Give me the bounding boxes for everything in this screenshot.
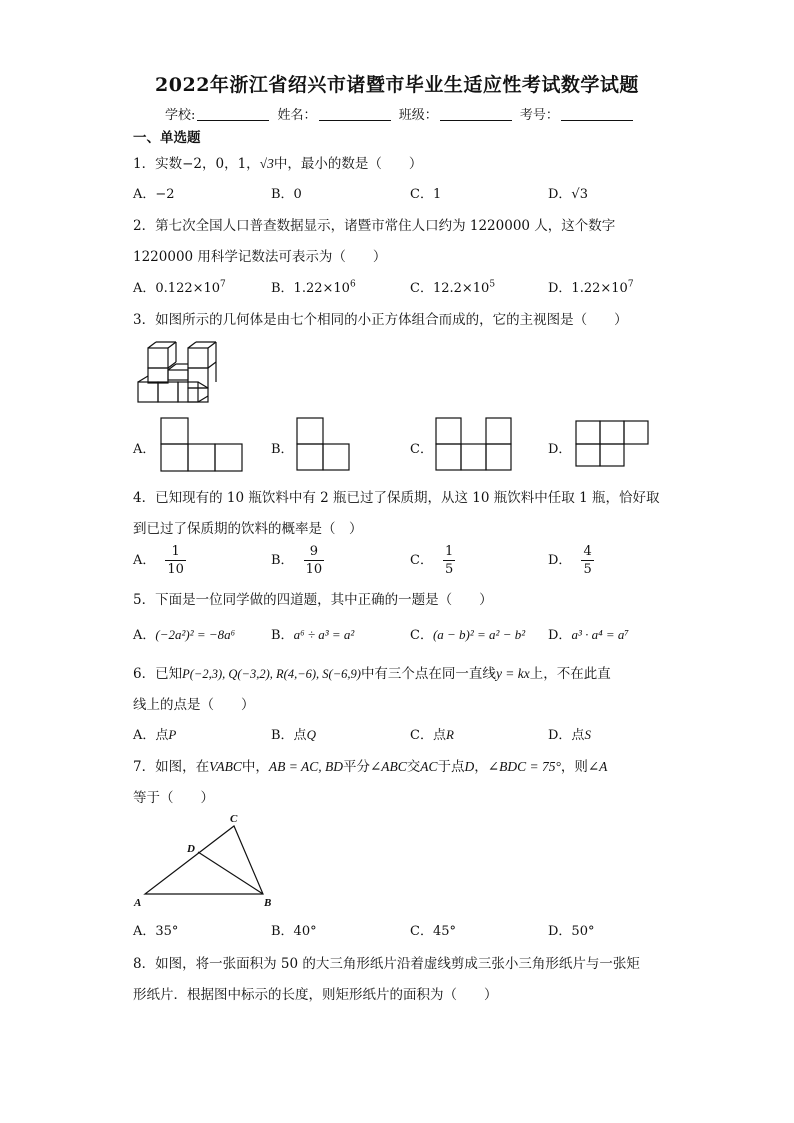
exam-number-label: 考号： (519, 108, 559, 123)
q5-option-a-expr: (−2a²)² = −8a⁶ (155, 627, 236, 642)
q3-option-c[interactable]: C． (410, 442, 433, 457)
q2-option-c[interactable] (410, 277, 495, 296)
q2-option-d[interactable] (548, 277, 634, 296)
q2-option-b-exp: 6 (349, 279, 356, 290)
q6-option-a-label: A．点 (133, 728, 169, 743)
q6-option-d[interactable] (548, 724, 591, 743)
q7-segment: AC (420, 759, 438, 774)
q2-stem-line2: 1220000 用科学记数法可表示为（ ） (133, 249, 387, 265)
q4-option-b[interactable] (271, 543, 324, 578)
q6-line-equation: y = kx (495, 666, 530, 681)
q7-stem-line1 (133, 755, 607, 775)
name-label: 姓名： (277, 108, 317, 123)
school-label: 学校: (165, 108, 196, 123)
q5-stem: 5．下面是一位同学做的四道题，其中正确的一题是（ ） (133, 592, 493, 608)
q2-stem-line1: 2．第七次全国人口普查数据显示，诸暨市常住人口约为 1220000 人，这个数字 (133, 218, 616, 234)
q6-option-b-var: Q (306, 727, 316, 742)
q1-option-d[interactable]: D．√3 (548, 187, 588, 202)
q6-option-c-label: C．点 (410, 728, 446, 743)
q1-option-a[interactable]: A．−2 (133, 187, 175, 202)
q1-sqrt: √3 (259, 156, 274, 171)
q6-part-c: 上，不在此直 (529, 666, 611, 682)
q7-part-c: 平分 (342, 759, 370, 775)
q7-part-b: 中， (241, 759, 269, 775)
q2-option-d-exp: 7 (627, 279, 634, 290)
q1-stem (133, 152, 422, 172)
label-c: C (230, 813, 238, 825)
q4-option-a[interactable] (133, 543, 186, 578)
class-label: 班级： (398, 108, 438, 123)
q2-option-d-text: D．1.22×10 (548, 281, 628, 296)
q3-cube-figure (134, 340, 224, 404)
q6-option-a-var: P (168, 727, 177, 742)
q6-option-d-label: D．点 (548, 728, 585, 743)
q3-option-d-figure (575, 420, 651, 468)
q5-option-d-expr: a³ · a⁴ = a⁷ (571, 627, 629, 642)
q6-stem-line2: 线上的点是（ ） (133, 697, 255, 713)
q3-option-b[interactable]: B． (271, 442, 294, 457)
q3-option-a[interactable]: A． (133, 442, 156, 457)
q5-option-c-label: C． (410, 628, 433, 643)
q2-option-a[interactable] (133, 277, 226, 296)
q5-option-d[interactable] (548, 624, 629, 643)
q2-option-b-text: B．1.22×10 (271, 281, 350, 296)
q6-option-b[interactable] (271, 724, 316, 743)
q7-option-c[interactable]: C．45° (410, 924, 456, 939)
q3-stem: 3．如图所示的几何体是由七个相同的小正方体组合而成的，它的主视图是（ ） (133, 312, 628, 328)
fraction-denominator: 10 (305, 562, 323, 577)
label-d: D (187, 843, 195, 855)
fraction-denominator: 5 (444, 562, 454, 577)
q3-option-d[interactable]: D． (548, 442, 572, 457)
q1-stem-a: 1．实数−2，0，1， (133, 156, 260, 172)
q6-part-a: 6．已知 (133, 666, 183, 682)
q3-option-c-figure (435, 417, 515, 473)
fraction-numerator: 1 (444, 544, 454, 559)
q2-option-c-exp: 5 (489, 279, 496, 290)
q7-part-d: 交 (406, 759, 421, 775)
exam-number-blank[interactable] (561, 107, 633, 121)
q6-stem-line1 (133, 662, 611, 682)
q3-option-b-figure (296, 417, 352, 473)
q5-option-c[interactable] (410, 624, 525, 643)
q4-option-c[interactable] (410, 543, 455, 578)
q6-option-b-label: B．点 (271, 728, 307, 743)
label-a: A (134, 897, 142, 909)
q2-option-c-text: C．12.2×10 (410, 281, 490, 296)
q6-part-b: 中有三个点在同一直线 (360, 666, 496, 682)
q7-angle-bdc: ∠BDC = 75° (487, 759, 561, 774)
q6-points: P(−2,3), Q(−3,2), R(4,−6), S(−6,9) (182, 667, 361, 681)
q1-option-b[interactable]: B．0 (271, 187, 302, 202)
q7-part-f: ， (474, 759, 488, 775)
student-info-row (165, 104, 637, 123)
fraction-numerator: 4 (583, 544, 592, 559)
q2-option-a-exp: 7 (220, 279, 226, 290)
q7-triangle: VABC (209, 759, 242, 774)
q7-angle-a: ∠A (587, 759, 608, 774)
page-title: 2022年浙江省绍兴市诸暨市毕业生适应性考试数学试题 (155, 74, 639, 96)
q8-stem-line1: 8．如图，将一张面积为 50 的大三角形纸片沿着虚线剪成三张小三角形纸片与一张矩 (133, 956, 640, 972)
q4-option-a-label: A． (133, 553, 156, 568)
q1-stem-b: 中，最小的数是（ ） (273, 156, 423, 172)
q6-option-d-var: S (584, 727, 591, 742)
q7-condition: AB = AC, BD (268, 759, 343, 774)
q5-option-d-label: D． (548, 628, 572, 643)
q1-option-c[interactable]: C．1 (410, 187, 442, 202)
q4-option-c-fraction (443, 543, 455, 578)
q6-option-c[interactable] (410, 724, 454, 743)
q4-stem-line2: 到已过了保质期的饮料的概率是（ ） (133, 521, 363, 537)
q4-option-b-fraction (304, 543, 325, 578)
q7-option-d[interactable]: D．50° (548, 924, 595, 939)
q4-option-d[interactable] (548, 543, 594, 578)
q7-angle: ∠ABC (369, 759, 407, 774)
fraction-denominator: 10 (167, 562, 184, 577)
q5-option-a[interactable] (133, 624, 235, 643)
q8-stem-line2: 形纸片．根据图中标示的长度，则矩形纸片的面积为（ ） (133, 987, 498, 1003)
class-blank[interactable] (440, 107, 512, 121)
q7-option-b[interactable]: B．40° (271, 924, 317, 939)
q4-option-a-fraction (165, 543, 186, 578)
q6-option-a[interactable] (133, 724, 176, 743)
q5-option-a-label: A． (133, 628, 156, 643)
fraction-denominator: 5 (583, 562, 592, 577)
q4-option-c-label: C． (410, 553, 433, 568)
segment-bd (198, 852, 263, 894)
triangle-abc (145, 826, 263, 894)
q5-option-b-expr: a⁶ ÷ a³ = a² (293, 627, 355, 642)
q4-option-d-label: D． (548, 553, 572, 568)
q7-point: D (464, 759, 475, 774)
q7-part-g: ，则 (560, 759, 588, 775)
q4-option-d-fraction (581, 543, 593, 578)
name-blank[interactable] (319, 107, 391, 121)
q5-option-c-expr: (a − b)² = a² − b² (432, 627, 526, 642)
school-blank[interactable] (197, 107, 269, 121)
fraction-numerator: 1 (171, 544, 180, 559)
q7-part-e: 于点 (437, 759, 465, 775)
q7-stem-line2: 等于（ ） (133, 790, 214, 806)
q4-stem-line1: 4．已知现有的 10 瓶饮料中有 2 瓶已过了保质期，从这 10 瓶饮料中任取 1 瓶，恰好取 (133, 490, 660, 506)
q4-option-b-label: B． (271, 553, 294, 568)
q7-option-a[interactable]: A．35° (133, 924, 179, 939)
q2-option-b[interactable] (271, 277, 356, 296)
q7-triangle-figure (130, 812, 280, 908)
q3-option-a-figure (160, 417, 244, 473)
fraction-numerator: 9 (309, 544, 318, 559)
label-b: B (264, 897, 272, 909)
q5-option-b-label: B． (271, 628, 294, 643)
q5-option-b[interactable] (271, 624, 354, 643)
q7-part-a: 7．如图，在 (133, 759, 210, 775)
q2-option-a-text: A．0.122×10 (133, 281, 221, 296)
section-heading: 一、单选题 (133, 130, 201, 146)
q6-option-c-var: R (445, 727, 454, 742)
